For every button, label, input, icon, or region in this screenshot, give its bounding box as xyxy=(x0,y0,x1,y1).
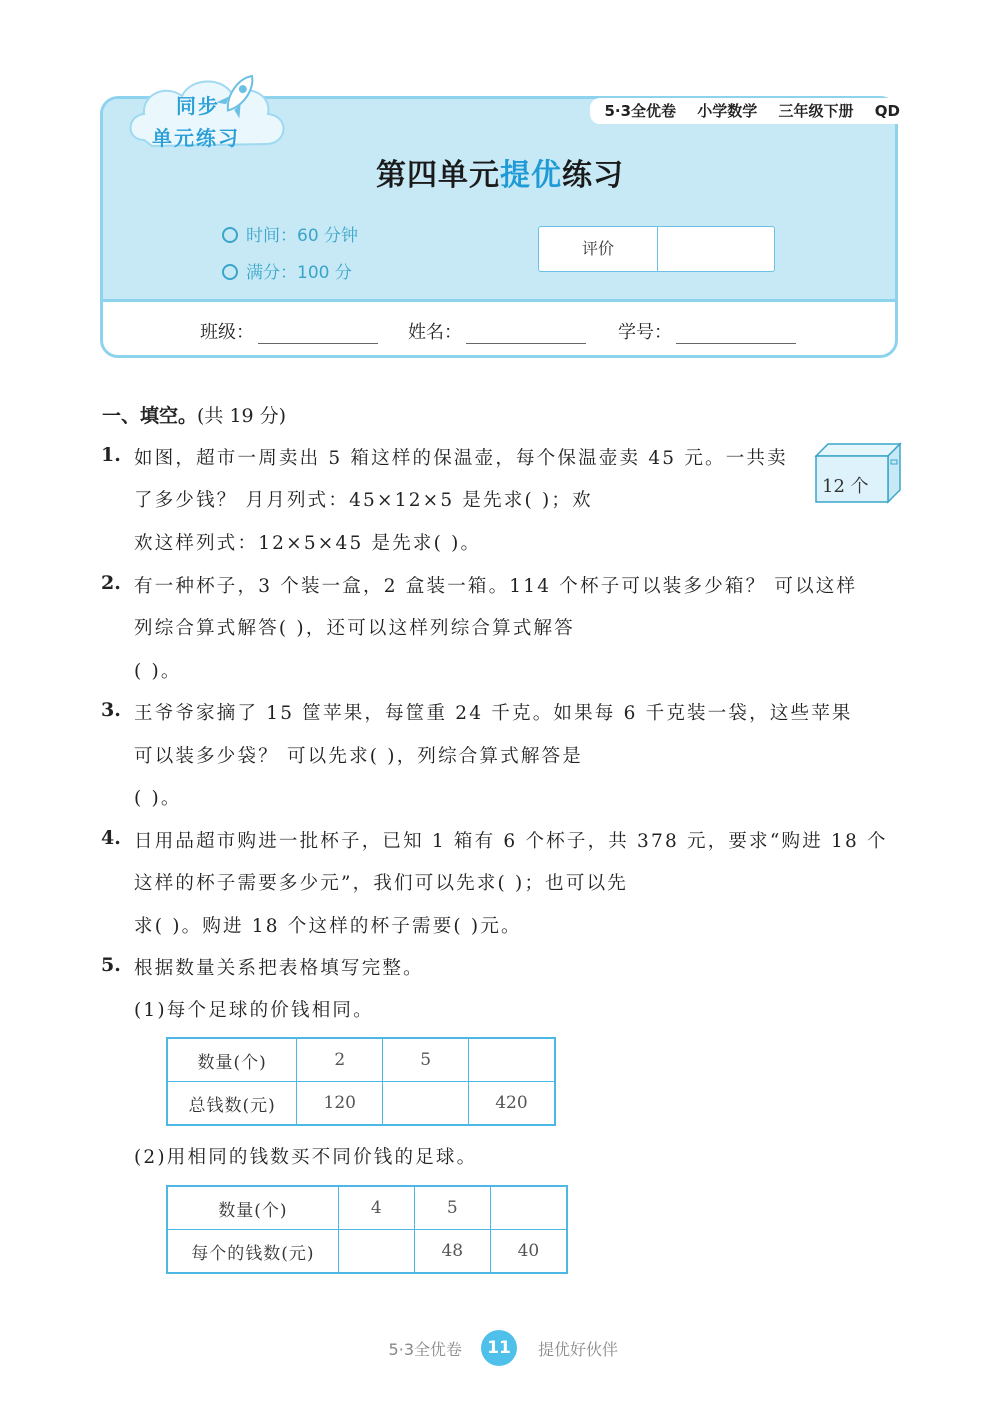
series-subject: 小学数学 xyxy=(697,102,758,120)
evaluation-field[interactable] xyxy=(658,227,774,271)
table-cell: 总钱数(元) xyxy=(167,1082,297,1126)
name-blank[interactable] xyxy=(466,321,586,344)
id-label: 学号： xyxy=(618,322,672,343)
question-line: 欢这样列式：12×5×45 是先求( )。 xyxy=(134,533,482,554)
table-row xyxy=(167,1082,555,1126)
table-cell: 数量(个) xyxy=(167,1038,297,1082)
section-points: (共 19 分) xyxy=(197,405,287,427)
table-row xyxy=(167,1186,567,1230)
question-line: 求( )。购进 18 个这样的杯子需要( )元。 xyxy=(134,916,522,937)
id-blank[interactable] xyxy=(676,321,796,344)
sub-question-label: (1)每个足球的价钱相同。 xyxy=(134,1000,374,1021)
table-cell: 数量(个) xyxy=(167,1186,338,1230)
table-cell-blank[interactable] xyxy=(468,1038,555,1082)
evaluation-label: 评价 xyxy=(539,227,658,271)
question-line: 列综合算式解答( )，还可以这样列综合算式解答 xyxy=(134,618,575,639)
cloud-title-line1: 同步 xyxy=(176,94,220,118)
question-line: ( )。 xyxy=(134,788,182,809)
question-number: 4. xyxy=(101,827,121,849)
class-field[interactable] xyxy=(200,318,378,344)
question-line: 日用品超市购进一批杯子，已知 1 箱有 6 个杯子，共 378 元，要求“购进 18 个 xyxy=(134,831,888,852)
question-line: 了多少钱？ 月月列式：45×12×5 是先求( )；欢 xyxy=(134,490,593,511)
question-line: 有一种杯子，3 个装一盒，2 盒装一箱。114 个杯子可以装多少箱？ 可以这样 xyxy=(134,576,858,597)
question-line: ( )。 xyxy=(134,661,182,682)
title-prefix: 第四单元 xyxy=(376,158,500,193)
check-icon xyxy=(222,264,238,280)
name-field[interactable] xyxy=(408,318,586,344)
name-label: 姓名： xyxy=(408,322,462,343)
page-title xyxy=(0,150,1000,194)
table-cell: 5 xyxy=(383,1038,469,1082)
table-row xyxy=(167,1230,567,1274)
title-suffix: 练习 xyxy=(562,158,624,193)
table-cell: 40 xyxy=(490,1230,567,1274)
section-heading: 一、填空。 xyxy=(102,405,198,427)
question-line: 这样的杯子需要多少元”，我们可以先求( )；也可以先 xyxy=(134,873,628,894)
question-line: 根据数量关系把表格填写完整。 xyxy=(134,958,424,979)
sub-question-label: (2)用相同的钱数买不同价钱的足球。 xyxy=(134,1147,478,1168)
table-cell-blank[interactable] xyxy=(383,1082,469,1126)
table-cell: 每个的钱数(元) xyxy=(167,1230,338,1274)
question-line: 可以装多少袋？ 可以先求( )，列综合算式解答是 xyxy=(134,746,583,767)
footer-slogan: 提优好伙伴 xyxy=(538,1340,619,1359)
table-cell: 120 xyxy=(297,1082,383,1126)
score-info xyxy=(222,258,352,283)
question-line: 如图，超市一周卖出 5 箱这样的保温壶，每个保温壶卖 45 元。一共卖 xyxy=(134,448,788,469)
series-tag xyxy=(590,98,900,124)
clock-icon xyxy=(222,227,238,243)
footer-brand: 5·3全优卷 xyxy=(388,1340,462,1359)
table-cell: 48 xyxy=(414,1230,490,1274)
question-line: 王爷爷家摘了 15 筐苹果，每筐重 24 千克。如果每 6 千克装一袋，这些苹果 xyxy=(134,703,853,724)
question-number: 3. xyxy=(101,699,121,721)
header-divider xyxy=(103,299,895,302)
table-cell: 4 xyxy=(338,1186,414,1230)
cloud-title-line2: 单元练习 xyxy=(152,126,240,150)
class-label: 班级： xyxy=(200,322,254,343)
page-number: 11 xyxy=(481,1330,517,1366)
evaluation-box xyxy=(538,226,775,272)
table-same-money xyxy=(166,1185,568,1274)
table-row xyxy=(167,1038,555,1082)
question-number: 1. xyxy=(101,444,121,466)
series-edition: QD xyxy=(874,102,900,120)
time-info xyxy=(222,221,358,246)
table-cell: 2 xyxy=(297,1038,383,1082)
box-label: 12 个 xyxy=(822,476,869,497)
table-cell: 5 xyxy=(414,1186,490,1230)
table-cell-blank[interactable] xyxy=(338,1230,414,1274)
time-label: 时间：60 分钟 xyxy=(246,226,359,246)
question-number: 2. xyxy=(101,572,121,594)
title-highlight: 提优 xyxy=(500,158,562,193)
section-title xyxy=(102,401,286,428)
table-cell: 420 xyxy=(468,1082,555,1126)
table-cell-blank[interactable] xyxy=(490,1186,567,1230)
class-blank[interactable] xyxy=(258,321,378,344)
score-label: 满分：100 分 xyxy=(246,263,352,283)
student-id-field[interactable] xyxy=(618,318,796,344)
question-number: 5. xyxy=(101,954,121,976)
table-price-same xyxy=(166,1037,556,1126)
series-brand: 5·3全优卷 xyxy=(604,102,677,120)
page-footer xyxy=(0,1330,1000,1366)
series-grade: 三年级下册 xyxy=(778,102,854,120)
